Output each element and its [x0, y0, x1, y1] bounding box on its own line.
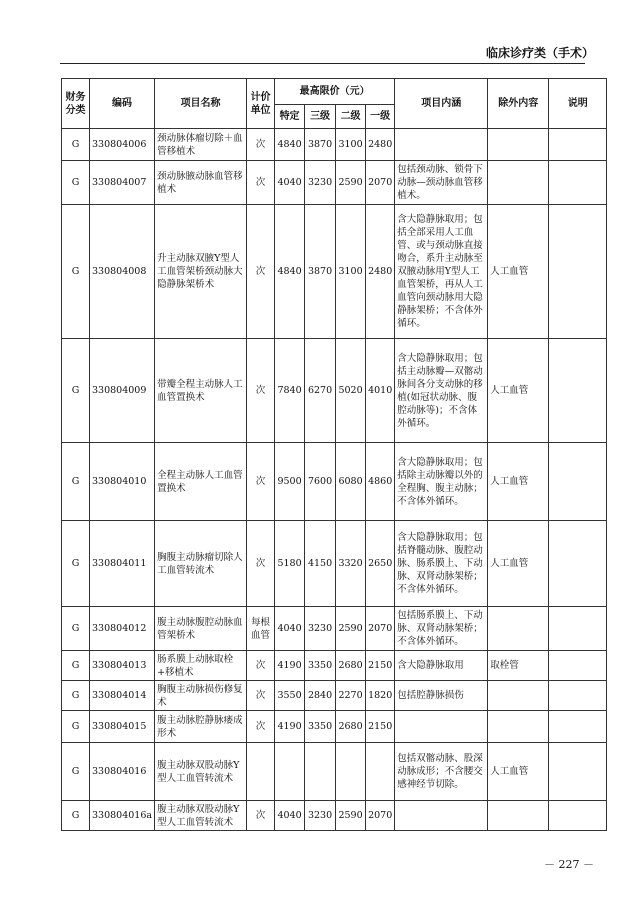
row-price-level2: 3100 — [336, 205, 366, 339]
row-note — [549, 129, 607, 161]
row-price-level2: 2680 — [336, 711, 366, 743]
row-content: 含大隐静脉取用；包括主动脉瓣—双髂动脉间各分支动脉的移植(如冠状动脉、腹腔动脉等)；不含体外循环。 — [395, 339, 488, 443]
row-code: 330804011 — [90, 521, 155, 607]
row-price-special: 4040 — [275, 607, 305, 651]
row-excluded: 人工血管 — [488, 521, 549, 607]
row-price-level2: 2680 — [336, 651, 366, 681]
row-price-level3 — [305, 743, 336, 801]
row-price-level2: 3320 — [336, 521, 366, 607]
row-price-level3: 3350 — [305, 651, 336, 681]
row-unit: 次 — [247, 339, 275, 443]
row-name: 腹主动脉腔静脉瘘成形术 — [155, 711, 247, 743]
row-price-special: 4840 — [275, 205, 305, 339]
row-price-level1: 4860 — [366, 443, 395, 521]
row-price-level1: 2070 — [366, 607, 395, 651]
price-table — [61, 78, 607, 831]
table-body — [62, 129, 607, 831]
row-excluded: 取栓管 — [488, 651, 549, 681]
row-excluded — [488, 711, 549, 743]
row-category: G — [62, 129, 90, 161]
row-code: 330804012 — [90, 607, 155, 651]
table-row — [62, 711, 607, 743]
header-note: 说明 — [549, 79, 607, 129]
row-code: 330804014 — [90, 681, 155, 711]
row-content — [395, 129, 488, 161]
row-code: 330804016 — [90, 743, 155, 801]
row-excluded — [488, 607, 549, 651]
row-price-level1: 2150 — [366, 651, 395, 681]
row-unit: 次 — [247, 681, 275, 711]
header-name: 项目名称 — [155, 79, 247, 129]
row-category: G — [62, 651, 90, 681]
row-price-special: 4840 — [275, 129, 305, 161]
row-price-special: 4190 — [275, 651, 305, 681]
table-row — [62, 607, 607, 651]
header-content: 项目内涵 — [395, 79, 488, 129]
row-category: G — [62, 801, 90, 831]
row-price-level2: 6080 — [336, 443, 366, 521]
row-category: G — [62, 521, 90, 607]
row-price-level2: 2590 — [336, 161, 366, 205]
row-category: G — [62, 607, 90, 651]
row-name: 颈动脉体瘤切除＋血管移植术 — [155, 129, 247, 161]
row-price-special: 5180 — [275, 521, 305, 607]
row-price-level3: 3230 — [305, 801, 336, 831]
row-excluded: 人工血管 — [488, 443, 549, 521]
page-header-title: 临床诊疗类（手术） — [485, 46, 594, 60]
row-unit: 次 — [247, 161, 275, 205]
row-note — [549, 801, 607, 831]
row-price-level3: 7600 — [305, 443, 336, 521]
table-row — [62, 651, 607, 681]
row-note — [549, 711, 607, 743]
row-price-level1: 2070 — [366, 801, 395, 831]
row-unit: 次 — [247, 129, 275, 161]
row-code: 330804007 — [90, 161, 155, 205]
row-excluded: 人工血管 — [488, 339, 549, 443]
row-name: 肠系膜上动脉取栓+移植术 — [155, 651, 247, 681]
row-excluded — [488, 681, 549, 711]
row-content: 包括双髂动脉、股深动脉成形；不含腰交感神经节切除。 — [395, 743, 488, 801]
row-price-level2 — [336, 743, 366, 801]
header-special: 特定 — [275, 105, 305, 129]
row-excluded: 人工血管 — [488, 205, 549, 339]
row-price-level1: 2070 — [366, 161, 395, 205]
row-price-level3: 3350 — [305, 711, 336, 743]
row-price-level3: 4150 — [305, 521, 336, 607]
header-unit: 计价单位 — [247, 79, 275, 129]
header-excluded: 除外内容 — [488, 79, 549, 129]
row-price-level2: 2270 — [336, 681, 366, 711]
table-row — [62, 339, 607, 443]
table-row — [62, 161, 607, 205]
header-code: 编码 — [90, 79, 155, 129]
table-row — [62, 129, 607, 161]
row-unit: 每根血管 — [247, 607, 275, 651]
row-code: 330804016a — [90, 801, 155, 831]
row-price-level2: 2590 — [336, 801, 366, 831]
header-level1: 一级 — [366, 105, 395, 129]
row-price-level1: 2150 — [366, 711, 395, 743]
row-price-level3: 2840 — [305, 681, 336, 711]
row-content: 含大隐静脉取用；包括全部采用人工血管、或与颈动脉直接吻合，系升主动脉至双腋动脉用Y型人工血管架桥，再从人工血管向颈动脉用大隐静脉架桥；不含体外循环。 — [395, 205, 488, 339]
row-category: G — [62, 205, 90, 339]
row-price-special: 9500 — [275, 443, 305, 521]
row-price-special — [275, 743, 305, 801]
row-name: 升主动脉双腋Y型人工血管架桥颈动脉大隐静脉架桥术 — [155, 205, 247, 339]
row-name: 腹主动脉双股动脉Y型人工血管转流术 — [155, 743, 247, 801]
header-rule — [60, 63, 585, 64]
row-price-special: 3550 — [275, 681, 305, 711]
row-note — [549, 521, 607, 607]
row-category: G — [62, 743, 90, 801]
row-note — [549, 205, 607, 339]
row-price-special: 4040 — [275, 161, 305, 205]
row-category: G — [62, 339, 90, 443]
row-content: 包括颈动脉、锁骨下动脉—颈动脉血管移植术。 — [395, 161, 488, 205]
row-excluded — [488, 129, 549, 161]
row-category: G — [62, 443, 90, 521]
row-unit: 次 — [247, 521, 275, 607]
row-note — [549, 681, 607, 711]
header-category: 财务分类 — [62, 79, 90, 129]
row-code: 330804008 — [90, 205, 155, 339]
row-code: 330804009 — [90, 339, 155, 443]
table-row — [62, 521, 607, 607]
table-row — [62, 743, 607, 801]
row-note — [549, 443, 607, 521]
table-row — [62, 801, 607, 831]
page-number: － 227 － — [544, 858, 594, 871]
row-code: 330804006 — [90, 129, 155, 161]
row-unit: 次 — [247, 801, 275, 831]
row-price-level2: 2590 — [336, 607, 366, 651]
row-name: 颈动脉腋动脉血管移植术 — [155, 161, 247, 205]
row-name: 胸腹主动脉瘤切除人工血管转流术 — [155, 521, 247, 607]
row-category: G — [62, 161, 90, 205]
row-content: 含大隐静脉取用；包括脊髓动脉、腹腔动脉、肠系膜上、下动脉、双肾动脉架桥；不含体外循环。 — [395, 521, 488, 607]
row-category: G — [62, 711, 90, 743]
row-note — [549, 607, 607, 651]
row-price-level1: 4010 — [366, 339, 395, 443]
row-price-level1: 2650 — [366, 521, 395, 607]
row-price-level3: 3230 — [305, 161, 336, 205]
row-price-level3: 6270 — [305, 339, 336, 443]
row-name: 腹主动脉腹腔动脉血管架桥术 — [155, 607, 247, 651]
row-price-special: 4190 — [275, 711, 305, 743]
row-price-special: 4040 — [275, 801, 305, 831]
row-note — [549, 651, 607, 681]
row-content: 含大隐静脉取用 — [395, 651, 488, 681]
row-content: 包括肠系膜上、下动脉、双肾动脉架桥；不含体外循环。 — [395, 607, 488, 651]
row-note — [549, 743, 607, 801]
row-name: 全程主动脉人工血管置换术 — [155, 443, 247, 521]
row-price-level2: 3100 — [336, 129, 366, 161]
row-price-level1 — [366, 743, 395, 801]
table-row — [62, 681, 607, 711]
row-unit: 次 — [247, 651, 275, 681]
header-price-group: 最高限价（元） — [275, 79, 395, 105]
table-row — [62, 443, 607, 521]
row-note — [549, 339, 607, 443]
header-level3: 三级 — [305, 105, 336, 129]
row-name: 胸腹主动脉损伤修复术 — [155, 681, 247, 711]
row-unit — [247, 743, 275, 801]
row-excluded — [488, 161, 549, 205]
table-row — [62, 205, 607, 339]
row-code: 330804015 — [90, 711, 155, 743]
row-price-level1: 2480 — [366, 129, 395, 161]
row-price-special: 7840 — [275, 339, 305, 443]
row-price-level2: 5020 — [336, 339, 366, 443]
row-price-level1: 2480 — [366, 205, 395, 339]
row-unit: 次 — [247, 443, 275, 521]
row-price-level3: 3870 — [305, 129, 336, 161]
row-name: 带瓣全程主动脉人工血管置换术 — [155, 339, 247, 443]
row-content — [395, 711, 488, 743]
header-level2: 二级 — [336, 105, 366, 129]
row-name: 腹主动脉双股动脉Y型人工血管转流术 — [155, 801, 247, 831]
row-code: 330804010 — [90, 443, 155, 521]
row-content: 含大隐静脉取用；包括除主动脉瓣以外的全程胸、腹主动脉；不含体外循环。 — [395, 443, 488, 521]
row-excluded — [488, 801, 549, 831]
row-content — [395, 801, 488, 831]
row-content: 包括腔静脉损伤 — [395, 681, 488, 711]
row-excluded: 人工血管 — [488, 743, 549, 801]
row-category: G — [62, 681, 90, 711]
row-code: 330804013 — [90, 651, 155, 681]
row-unit: 次 — [247, 205, 275, 339]
row-price-level3: 3870 — [305, 205, 336, 339]
row-note — [549, 161, 607, 205]
row-unit: 次 — [247, 711, 275, 743]
row-price-level3: 3230 — [305, 607, 336, 651]
row-price-level1: 1820 — [366, 681, 395, 711]
